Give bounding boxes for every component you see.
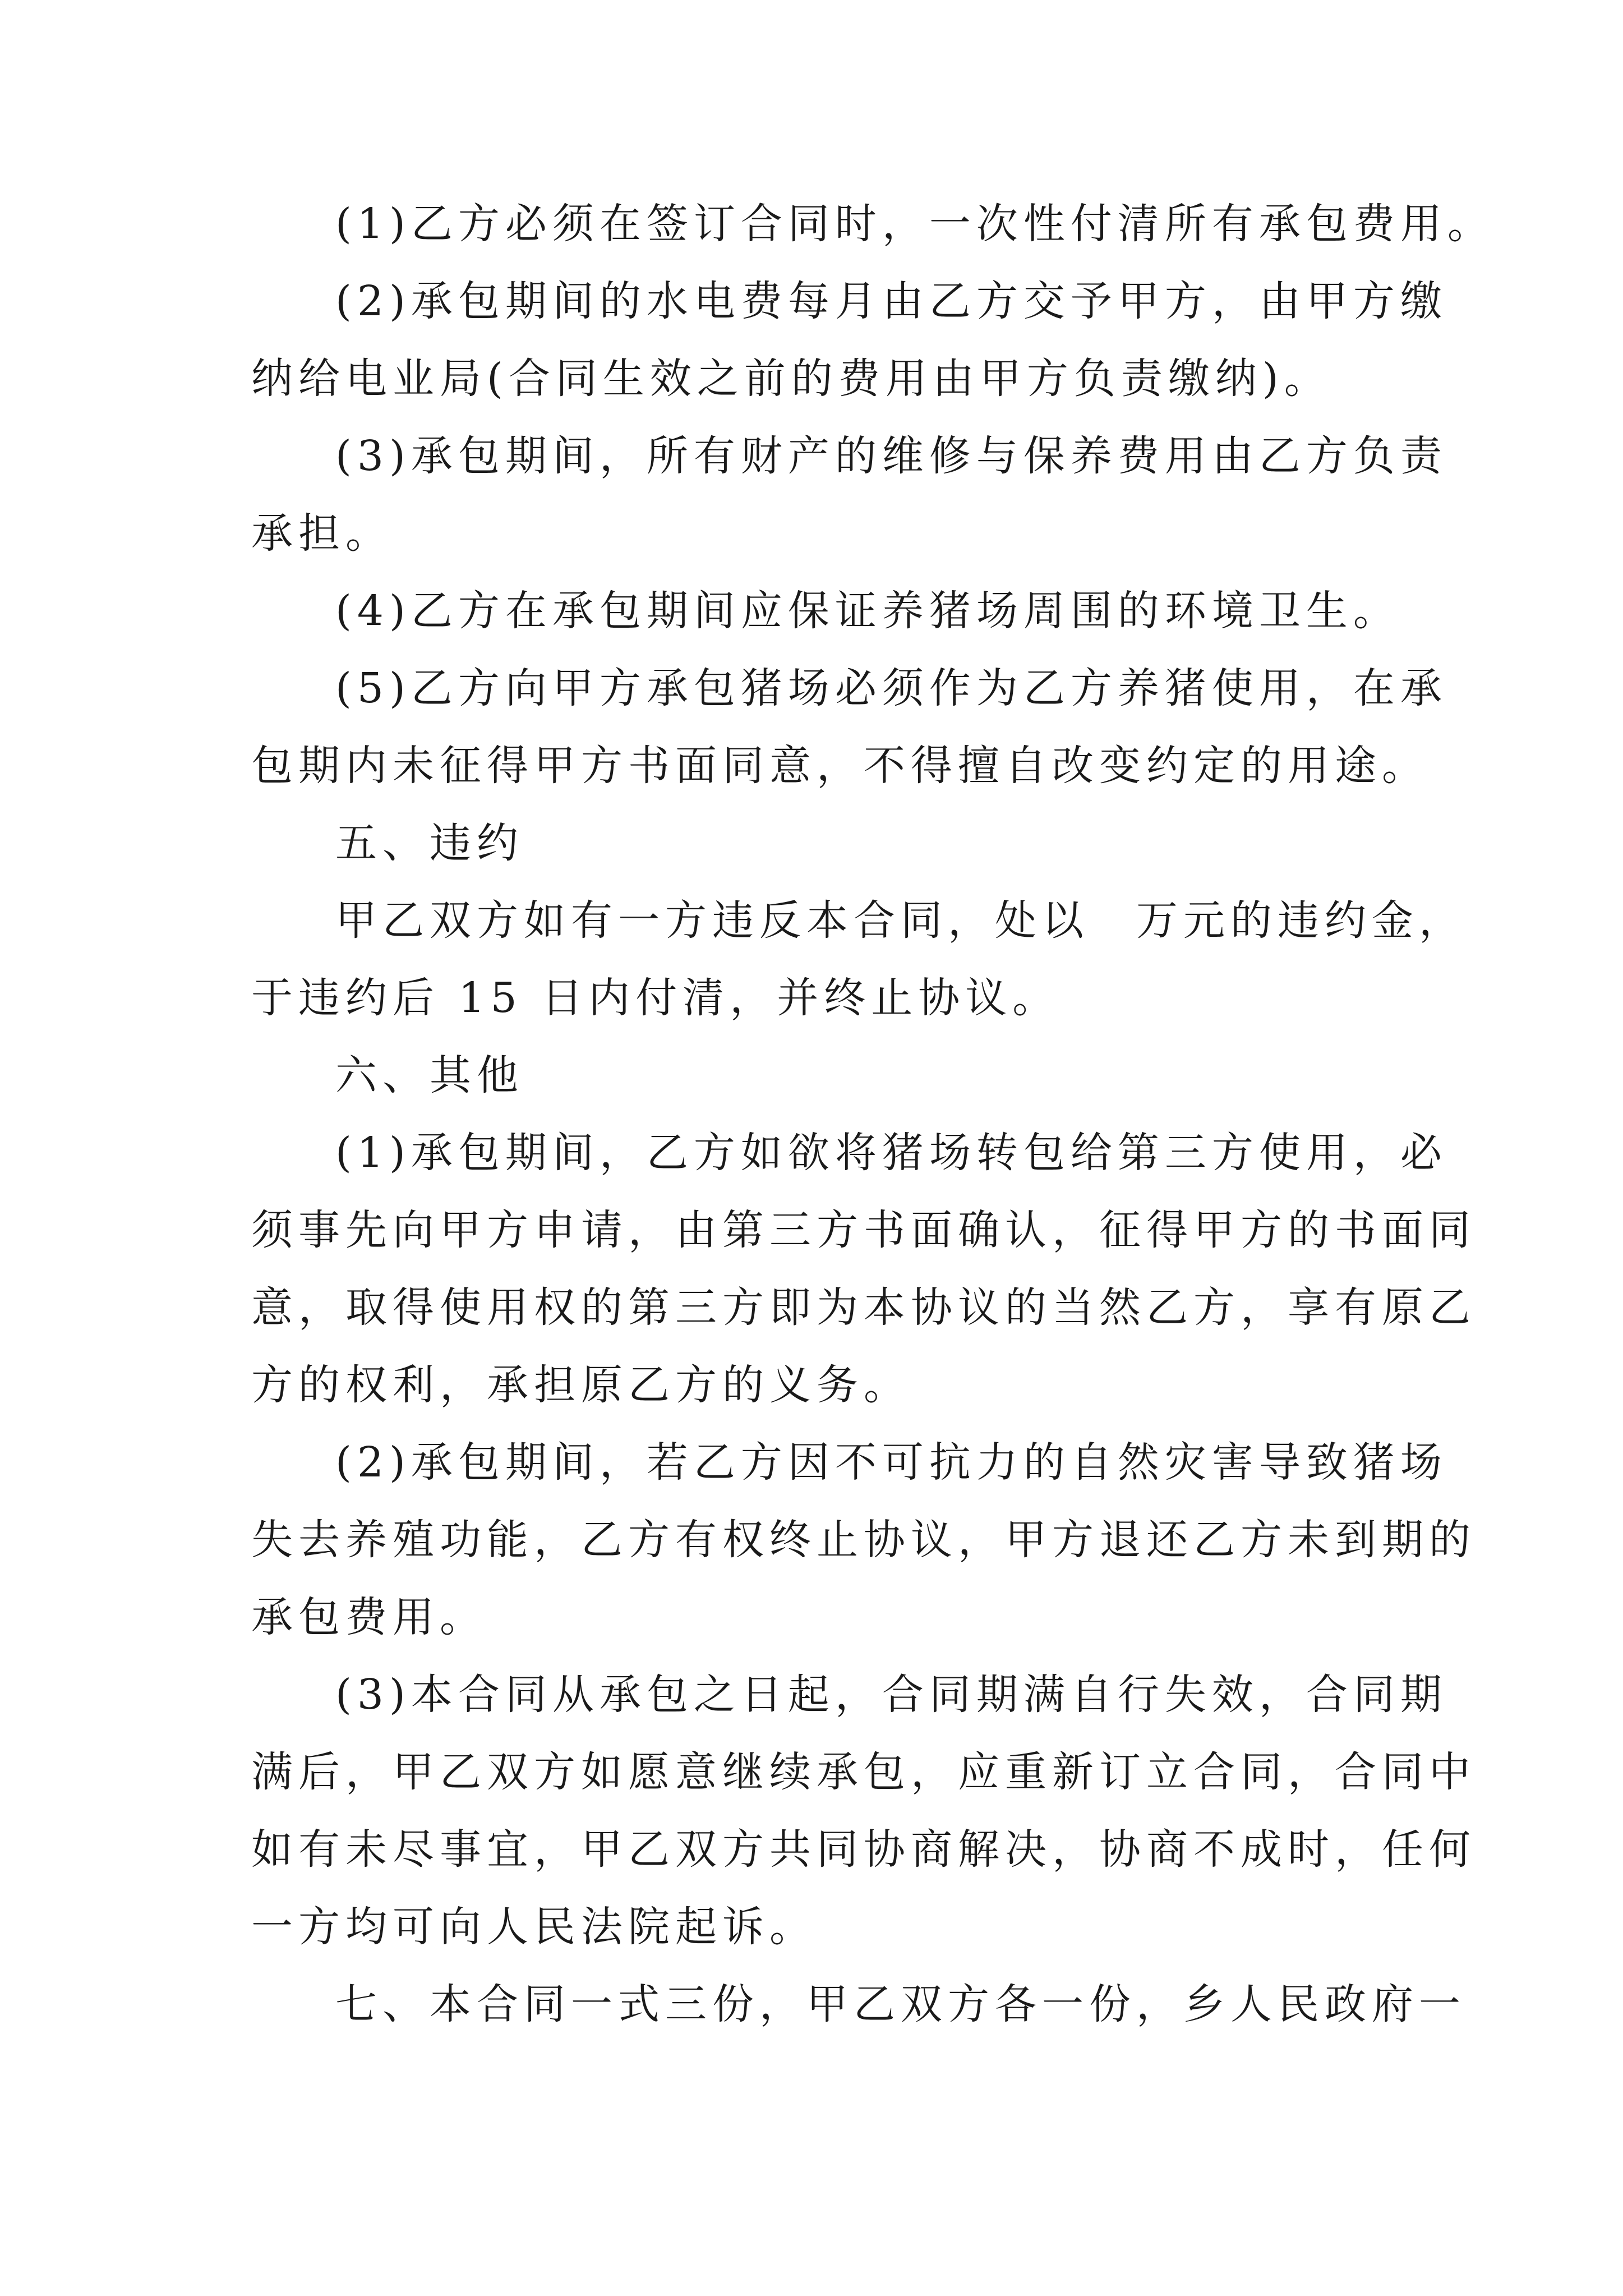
text-line: (2)承包期间的水电费每月由乙方交予甲方，由甲方缴 [335, 277, 1447, 325]
text-line: (3)本合同从承包之日起，合同期满自行失效，合同期 [335, 1671, 1447, 1719]
text-line: 失去养殖功能，乙方有权终止协议，甲方退还乙方未到期的 [251, 1516, 1476, 1564]
text-line: 方的权利，承担原乙方的义务。 [251, 1361, 911, 1409]
text-line: 须事先向甲方申请，由第三方书面确认，征得甲方的书面同 [251, 1206, 1476, 1254]
text-line: (3)承包期间，所有财产的维修与保养费用由乙方负责 [335, 432, 1447, 480]
section-heading-other: 六、其他 [335, 1051, 524, 1099]
text-line: 七、本合同一式三份，甲乙双方各一份，乡人民政府一 [335, 1980, 1466, 2028]
text-line: 一方均可向人民法院起诉。 [251, 1903, 817, 1951]
text-line: 甲乙双方如有一方违反本合同，处以 万元的违约金， [335, 896, 1466, 945]
text-line: 意，取得使用权的第三方即为本协议的当然乙方，享有原乙 [251, 1283, 1476, 1332]
text-line: 承担。 [251, 509, 393, 558]
text-line: (1)乙方必须在签订合同时，一次性付清所有承包费用。 [335, 200, 1495, 248]
text-line: (2)承包期间，若乙方因不可抗力的自然灾害导致猪场 [335, 1438, 1447, 1487]
text-line: (1)承包期间，乙方如欲将猪场转包给第三方使用，必 [335, 1129, 1447, 1177]
text-line: 包期内未征得甲方书面同意，不得擅自改变约定的用途。 [251, 742, 1429, 790]
text-line: 满后，甲乙双方如愿意继续承包，应重新订立合同，合同中 [251, 1748, 1476, 1796]
section-heading-breach: 五、违约 [335, 819, 524, 867]
text-line: 纳给电业局(合同生效之前的费用由甲方负责缴纳)。 [251, 355, 1331, 403]
text-line: 承包费用。 [251, 1593, 487, 1641]
text-line: (4)乙方在承包期间应保证养猪场周围的环境卫生。 [335, 587, 1400, 635]
text-line: 于违约后 15 日内付清，并终止协议。 [251, 974, 1060, 1022]
text-line: (5)乙方向甲方承包猪场必须作为乙方养猪使用，在承 [335, 664, 1447, 712]
text-line: 如有未尽事宜，甲乙双方共同协商解决，协商不成时，任何 [251, 1825, 1476, 1874]
